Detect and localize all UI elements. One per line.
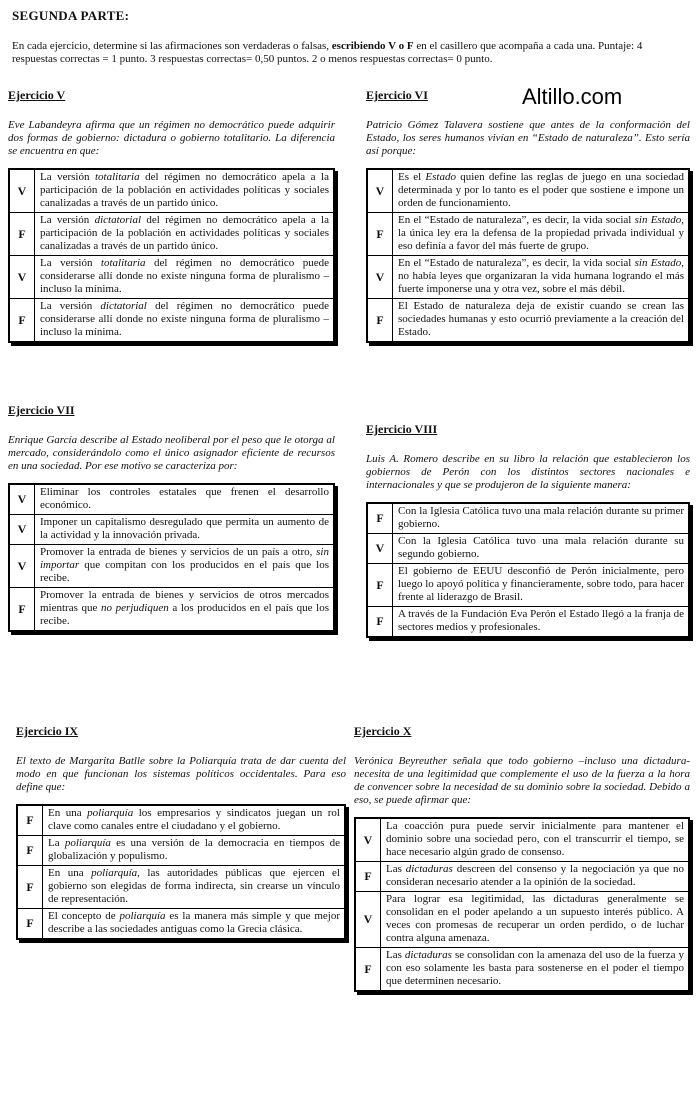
exercise-ix xyxy=(16,724,346,940)
statement-row xyxy=(9,169,334,213)
answer-table xyxy=(8,168,335,343)
statement-text: En una poliarquía los empresarios y sindicatos juegan un rol clave como canales entre el ciudadano y el gobierno. xyxy=(43,805,346,836)
exercise-description: Patricio Gómez Talavera sostiene que antes de la conformación del Estado, los seres humanos vivían en “Estado de naturaleza”. Esto sería así porque: xyxy=(366,119,690,157)
statement-row xyxy=(9,299,334,343)
exercise-title: Ejercicio VIII xyxy=(366,422,438,436)
statement-text: Promover la entrada de bienes y servicios de un país a otro, sin importar que compitan con los producidos en el país que los recibe. xyxy=(35,545,335,588)
statement-row xyxy=(355,862,689,892)
answer-table xyxy=(354,817,690,992)
statement-row xyxy=(355,818,689,862)
answer-box[interactable]: F xyxy=(367,213,393,256)
statement-row xyxy=(9,256,334,299)
answer-box[interactable]: F xyxy=(367,607,393,638)
statement-text: Las dictaduras se consolidan con la amenaza del uso de la fuerza y con eso solamente les basta para sostenerse en el poder el tiempo que determinen necesario. xyxy=(381,948,690,992)
exercise-title: Ejercicio VI xyxy=(366,88,428,102)
statement-text: La versión totalitaria del régimen no democrático puede considerarse allí donde no existe ninguna forma de pluralismo –incluso la mínima. xyxy=(35,256,335,299)
statement-text: El gobierno de EEUU desconfió de Perón inicialmente, pero luego lo apoyó política y financieramente, sobre todo, para hacer frente al liderazgo de Brasil. xyxy=(393,564,690,607)
statement-text: El Estado de naturaleza deja de existir cuando se crean las sociedades humanas y esto ocurrió previamente a la creación del Estado. xyxy=(393,299,690,343)
exercise-title: Ejercicio IX xyxy=(16,724,79,738)
statement-text: Es el Estado quien define las reglas de juego en una sociedad determinada y por lo tanto es el poder que sostiene e impone un orden de funcionamiento. xyxy=(393,169,690,213)
statement-row xyxy=(9,515,334,545)
statement-text: Eliminar los controles estatales que frenen el desarrollo económico. xyxy=(35,484,335,515)
answer-box[interactable]: V xyxy=(355,892,381,948)
statement-row xyxy=(17,805,345,836)
answer-box[interactable]: F xyxy=(367,503,393,534)
statement-row xyxy=(9,484,334,515)
statement-row xyxy=(9,545,334,588)
statement-text: Las dictaduras descreen del consenso y la negociación ya que no consideran necesario atender a la opinión de la sociedad. xyxy=(381,862,690,892)
statement-row xyxy=(367,169,689,213)
answer-box[interactable]: V xyxy=(367,256,393,299)
answer-box[interactable]: F xyxy=(17,866,43,909)
statement-text: En el “Estado de naturaleza”, es decir, la vida social sin Estado, la única ley era la defensa de la propiedad privada individual y eso definía a favor del más fuerte de grupo. xyxy=(393,213,690,256)
statement-row xyxy=(355,892,689,948)
statement-row xyxy=(17,836,345,866)
exercise-title: Ejercicio VII xyxy=(8,403,75,417)
exercise-description: Enrique García describe al Estado neoliberal por el peso que le otorga al mercado, considerándolo como el único asignador eficiente de recursos en una sociedad. Por ese motivo se caracteriza por: xyxy=(8,434,335,472)
exercise-x xyxy=(354,724,690,992)
statement-text: A través de la Fundación Eva Perón el Estado llegó a la franja de sectores medios y profesionales. xyxy=(393,607,690,638)
statement-row xyxy=(355,948,689,992)
answer-box[interactable]: V xyxy=(9,515,35,545)
statement-text: La versión dictatorial del régimen no democrático apela a la participación de la población en actividades políticas y sociales canalizadas a través de un partido único. xyxy=(35,213,335,256)
statement-row xyxy=(17,866,345,909)
answer-box[interactable]: F xyxy=(17,805,43,836)
exercise-title: Ejercicio X xyxy=(354,724,412,738)
answer-box[interactable]: F xyxy=(17,836,43,866)
answer-box[interactable]: V xyxy=(9,169,35,213)
statement-text: El concepto de poliarquía es la manera más simple y que mejor describe a las sociedades antiguas como la Grecia clásica. xyxy=(43,909,346,940)
statement-text: Con la Iglesia Católica tuvo una mala relación durante su primer gobierno. xyxy=(393,503,690,534)
statement-row xyxy=(367,534,689,564)
answer-box[interactable]: F xyxy=(355,862,381,892)
answer-box[interactable]: V xyxy=(367,169,393,213)
statement-row xyxy=(17,909,345,940)
statement-text: La versión dictatorial del régimen no democrático puede considerarse allí donde no existe ninguna forma de pluralismo –incluso la mínima. xyxy=(35,299,335,343)
answer-table xyxy=(8,483,335,632)
answer-table xyxy=(366,168,690,343)
exercise-v xyxy=(8,88,335,343)
answer-box[interactable]: F xyxy=(9,299,35,343)
statement-text: La versión totalitaria del régimen no democrático apela a la participación de la población en actividades políticas y sociales canalizadas a través de un partido único. xyxy=(35,169,335,213)
answer-box[interactable]: F xyxy=(367,299,393,343)
answer-box[interactable]: V xyxy=(355,818,381,862)
exercise-description: Verónica Beyreuther señala que todo gobierno –incluso una dictadura- necesita de una legitimidad que complemente el uso de la fuerza a la hora de convencer sobre la necesidad de su dominio sobre la sociedad. Debido a eso, se puede afirmar que: xyxy=(354,755,690,806)
statement-text: En una poliarquía, las autoridades públicas que ejercen el gobierno son elegidas de forma indirecta, sin crearse un vínculo de representación. xyxy=(43,866,346,909)
instructions xyxy=(12,40,688,66)
exercise-vi xyxy=(366,88,690,343)
answer-box[interactable]: V xyxy=(9,484,35,515)
statement-row xyxy=(9,213,334,256)
statement-text: Para lograr esa legitimidad, las dictaduras generalmente se consolidan en el poder apelando a un supuesto interés público. A veces con promesas de recuperar un orden perdido, o de luchar contra alguna amenaza. xyxy=(381,892,690,948)
statement-row xyxy=(367,256,689,299)
page-title: SEGUNDA PARTE: xyxy=(12,8,130,23)
statement-text: La poliarquía es una versión de la democracia en tiempos de globalización y populismo. xyxy=(43,836,346,866)
statement-row xyxy=(367,299,689,343)
answer-box[interactable]: V xyxy=(9,545,35,588)
exercise-description: El texto de Margarita Batlle sobre la Poliarquía trata de dar cuenta del modo en que funcionan los sistemas políticos occidentales. Para eso define que: xyxy=(16,755,346,793)
instructions-text-end: en el casillero que acompaña a cada una. Puntaje: 4 respuestas correctas = 1 punto. 3 respuestas correctas= 0,50 puntos. 2 o menos respuestas correctas= 0 punto. xyxy=(12,40,643,65)
instructions-bold: escribiendo V o F xyxy=(331,40,414,52)
answer-box[interactable]: V xyxy=(367,534,393,564)
exercise-title: Ejercicio V xyxy=(8,88,66,102)
exercise-viii xyxy=(366,422,690,638)
exercise-description: Eve Labandeyra afirma que un régimen no democrático puede adquirir dos formas de gobierno: dictadura o gobierno totalitario. La diferencia se encuentra en que: xyxy=(8,119,335,157)
answer-table xyxy=(366,502,690,638)
answer-table xyxy=(16,804,346,940)
statement-text: La coacción pura puede servir inicialmente para mantener el dominio sobre una sociedad pero, con el transcurrir el tiempo, se hace necesario algún grado de consenso. xyxy=(381,818,690,862)
answer-box[interactable]: F xyxy=(9,588,35,632)
statement-text: Imponer un capitalismo desregulado que permita un aumento de la actividad y la innovación privada. xyxy=(35,515,335,545)
answer-box[interactable]: V xyxy=(9,256,35,299)
answer-box[interactable]: F xyxy=(355,948,381,992)
statement-row xyxy=(9,588,334,632)
exercise-description: Luis A. Romero describe en su libro la relación que establecieron los gobiernos de Perón con los distintos sectores nacionales e internacionales y que se produjeron de la siguiente manera: xyxy=(366,453,690,491)
statement-text: Promover la entrada de bienes y servicios de otros mercados mientras que no perjudiquen a los producidos en el país que los recibe. xyxy=(35,588,335,632)
statement-row xyxy=(367,607,689,638)
statement-text: Con la Iglesia Católica tuvo una mala relación durante su segundo gobierno. xyxy=(393,534,690,564)
watermark-logo: Altillo.com xyxy=(522,84,623,109)
statement-row xyxy=(367,503,689,534)
instructions-text-start: En cada ejercicio, determine si las afirmaciones son verdaderas o falsas, xyxy=(12,40,332,52)
statement-row xyxy=(367,564,689,607)
answer-box[interactable]: F xyxy=(17,909,43,940)
statement-text: En el “Estado de naturaleza”, es decir, la vida social sin Estado, no había leyes que organizaran la vida humana logrando el más fuerte imponerse una y otra vez, sobre el más débil. xyxy=(393,256,690,299)
exercise-vii xyxy=(8,403,335,632)
statement-row xyxy=(367,213,689,256)
answer-box[interactable]: F xyxy=(9,213,35,256)
answer-box[interactable]: F xyxy=(367,564,393,607)
